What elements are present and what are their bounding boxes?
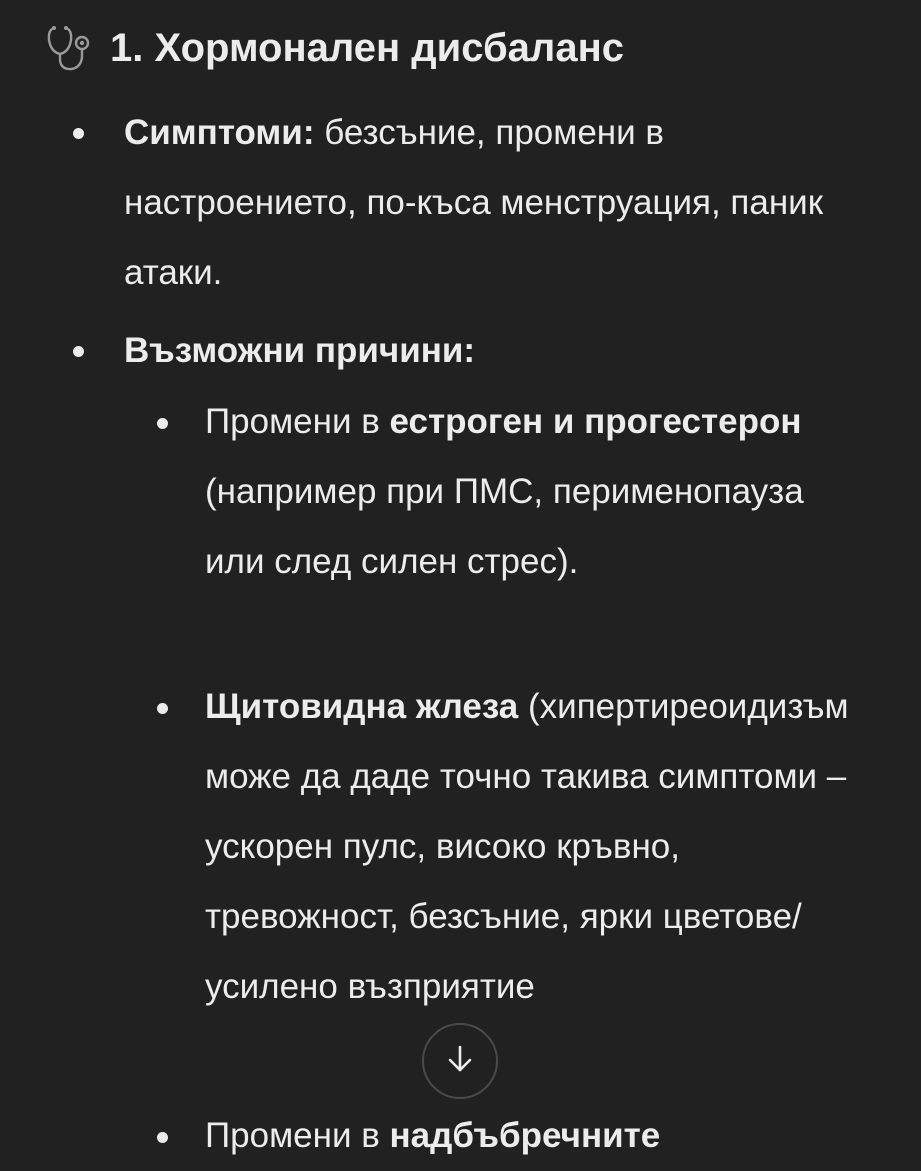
stethoscope-icon — [44, 22, 94, 74]
cause-thyroid-post: (хипертиреоидизъм може да даде точно такива симптоми – ускорен пулс, високо кръвно, тревожност, безсъние, ярки цветове/усилено възприятие — [205, 687, 849, 1006]
cause-adrenal-bold: надбъбречните — [389, 1116, 661, 1155]
section-heading — [44, 22, 624, 74]
bullet-dot — [73, 128, 84, 139]
causes-item — [124, 316, 864, 386]
cause-thyroid-bold: Щитовидна жлеза — [205, 687, 519, 726]
cause-hormones-bold: естроген и прогестерон — [389, 402, 802, 441]
cause-hormones-post: (например при ПМС, перименопауза или след силен стрес). — [205, 472, 804, 581]
symptoms-text: безсъние, промени в настроението, по-къса менструация, паник атаки. — [124, 113, 824, 292]
sub-bullet-dot — [157, 418, 168, 429]
arrow-down-icon — [444, 1043, 476, 1080]
cause-thyroid — [205, 672, 875, 1022]
cause-adrenal — [205, 1101, 895, 1171]
sub-bullet-dot — [157, 1132, 168, 1143]
causes-label: Възможни причини: — [124, 331, 476, 370]
cause-adrenal-pre: Промени в — [205, 1116, 390, 1155]
symptoms-item — [124, 98, 864, 308]
symptoms-label: Симптоми: — [124, 113, 315, 152]
cause-hormones — [205, 387, 865, 597]
bullet-dot — [73, 346, 84, 357]
sub-bullet-dot — [157, 703, 168, 714]
section-title: 1. Хормонален дисбаланс — [110, 25, 624, 70]
scroll-to-bottom-button[interactable] — [422, 1023, 498, 1099]
cause-hormones-pre: Промени в — [205, 402, 390, 441]
